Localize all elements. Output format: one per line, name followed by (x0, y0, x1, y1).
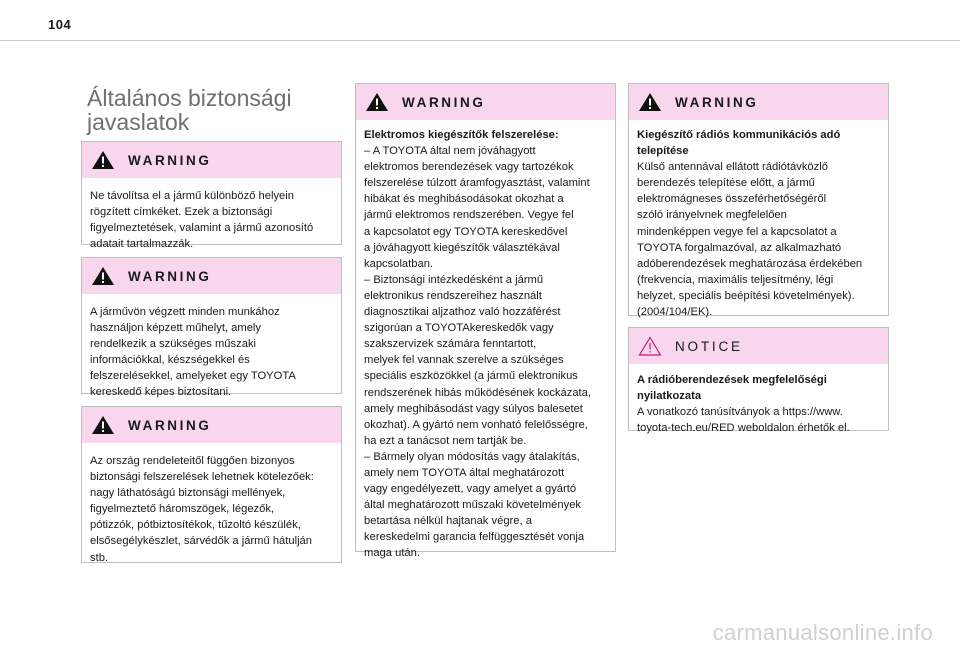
section-title-line: javaslatok (87, 109, 190, 135)
body-line: toyota-tech.eu/RED weboldalon érhetők el. (637, 422, 850, 435)
section-title (87, 86, 292, 134)
body-line: (frekvencia, maximális teljesítmény, légi (637, 273, 834, 286)
notice-triangle-icon (638, 336, 662, 356)
body-line: használjon képzett műhelyt, amely (90, 322, 262, 335)
body-line: figyelmeztetések, valamint a jármű azonosító (90, 222, 314, 235)
body-line: a kapcsolatot egy TOYOTA kereskedővel (364, 225, 568, 238)
warning-triangle-icon (638, 92, 662, 112)
body-line: biztonsági felszerelések lehetnek kötelezőek: (90, 471, 314, 484)
body-line: szóló irányelvnek megfelelően (637, 209, 787, 222)
notice-body (629, 364, 888, 444)
body-line: berendezés telepítése előtt, a jármű (637, 177, 815, 190)
body-line: maga után. (364, 547, 420, 560)
body-line: mindenképpen vegye fel a kapcsolatot a (637, 225, 837, 238)
top-divider (0, 40, 960, 41)
body-line: vagy engedélyezett, vagy amelyet a gyártó (364, 483, 577, 496)
warning-header (82, 407, 341, 443)
warning-triangle-icon (91, 415, 115, 435)
body-line: szigorúan a TOYOTAkereskedők vagy (364, 322, 554, 335)
body-line: hibákat és meghibásodásokat okozhat a (364, 193, 564, 206)
warning-label: WARNING (128, 417, 212, 433)
body-heading: A rádióberendezések megfelelőségi (637, 374, 827, 386)
body-heading: telepítése (637, 145, 689, 158)
warning-header (356, 84, 615, 120)
section-title-line: Általános biztonsági (87, 85, 292, 111)
warning-box-workshop (81, 257, 342, 399)
body-line: ha ezt a tanácsot nem tartják be. (364, 434, 527, 447)
notice-box-declaration (628, 327, 889, 435)
body-heading: nyilatkozata (637, 390, 702, 403)
body-line: TOYOTA forgalmazóval, az alkalmazható (637, 241, 842, 254)
body-line: rendelkezik a szükséges műszaki (90, 338, 257, 351)
body-line: pótizzók, pótbiztosítékok, tűzoltó készülék, (90, 519, 301, 532)
warning-label: WARNING (402, 94, 486, 110)
body-line: szakszervizek számára fenntartott, (364, 338, 537, 351)
body-line: okozhat). A gyártó nem vonható felelősségre, (364, 418, 588, 431)
body-heading: Elektromos kiegészítők felszerelése: (364, 129, 559, 141)
warning-body (356, 120, 615, 570)
warning-body (82, 294, 341, 409)
warning-label: WARNING (128, 268, 212, 284)
body-line: kapcsolatban. (364, 257, 434, 270)
warning-box-labels (81, 141, 342, 251)
warning-label: WARNING (675, 94, 759, 110)
body-line: helyzet, speciális beépítési követelmények). (637, 289, 855, 302)
body-line: kereskedelmi garancia felfüggesztését vonja (364, 531, 585, 544)
warning-body (82, 178, 341, 260)
page-number: 104 (48, 17, 72, 32)
body-line: stb. (90, 551, 109, 564)
body-line: figyelmeztető háromszögek, légezők, (90, 503, 275, 516)
body-line: információkkal, készségekkel és (90, 354, 250, 367)
body-line: a jóváhagyott kiegészítők választékával (364, 241, 560, 254)
body-line: – A TOYOTA által nem jóváhagyott (364, 145, 536, 158)
body-line: adóberendezések meghatározása érdekében (637, 257, 863, 270)
body-line: A járművön végzett minden munkához (90, 306, 280, 318)
body-line: nagy láthatóságú biztonsági mellények, (90, 487, 286, 500)
body-line: felszerelése túlzott áramfogyasztást, valamint (364, 177, 590, 190)
body-line: elsősegélykészlet, sárvédők a jármű hátulján (90, 535, 313, 548)
body-line: A vonatkozó tanúsítványok a https://www. (637, 406, 843, 419)
body-line: jármű elektromos rendszerében. Vegye fel (364, 209, 574, 222)
body-line: Külső antennával ellátott rádiótávközlő (637, 161, 828, 174)
warning-triangle-icon (91, 150, 115, 170)
watermark: carmanualsonline.info (712, 620, 933, 645)
body-line: diagnosztikai aljzathoz való hozzáférést (364, 306, 561, 319)
warning-triangle-icon (365, 92, 389, 112)
warning-label: WARNING (128, 152, 212, 168)
body-line: rendszerének hibás működésének kockázata, (364, 386, 591, 399)
body-line: elektromos berendezések vagy tartozékok (364, 161, 574, 174)
warning-header (629, 84, 888, 120)
body-line: Az ország rendeleteitől függően bizonyos (90, 455, 295, 467)
body-heading: Kiegészítő rádiós kommunikációs adó (637, 129, 841, 141)
warning-header (82, 142, 341, 178)
body-line: által meghatározott műszaki követelmények (364, 499, 582, 512)
body-line: adatait tartalmazzák. (90, 238, 194, 251)
warning-body (629, 120, 888, 328)
warning-triangle-icon (91, 266, 115, 286)
body-line: rögzített címkéket. Ezek a biztonsági (90, 206, 273, 219)
body-line: speciális eszközökkel (a jármű elektronikus (364, 370, 578, 383)
body-line: (2004/104/EK). (637, 306, 713, 319)
body-line: Ne távolítsa el a jármű különböző helyein (90, 190, 294, 202)
body-line: – Bármely olyan módosítás vagy átalakítás, (364, 450, 580, 463)
body-line: felszerelésekkel, amelyeket egy TOYOTA (90, 370, 296, 383)
body-line: betartása nélkül hajtanak végre, a (364, 515, 532, 528)
body-line: amely nem TOYOTA által meghatározott (364, 466, 565, 479)
body-line: melyek fel vannak szerelve a szükséges (364, 354, 564, 367)
notice-label: NOTICE (675, 338, 743, 354)
warning-body (82, 443, 341, 574)
warning-box-radio-transmitter (628, 83, 889, 319)
notice-header (629, 328, 888, 364)
body-line: elektronikus rendszereihez használt (364, 289, 542, 302)
warning-box-safety-equipment (81, 406, 342, 563)
body-line: – Biztonsági intézkedésként a jármű (364, 273, 544, 286)
body-line: elektromágneses összeférhetőségéről (637, 193, 827, 206)
body-line: amely meghibásodást vagy súlyos balesetet (364, 402, 583, 415)
warning-header (82, 258, 341, 294)
body-line: kereskedő képes biztosítani. (90, 386, 232, 399)
warning-box-electrical-accessories (355, 83, 616, 560)
